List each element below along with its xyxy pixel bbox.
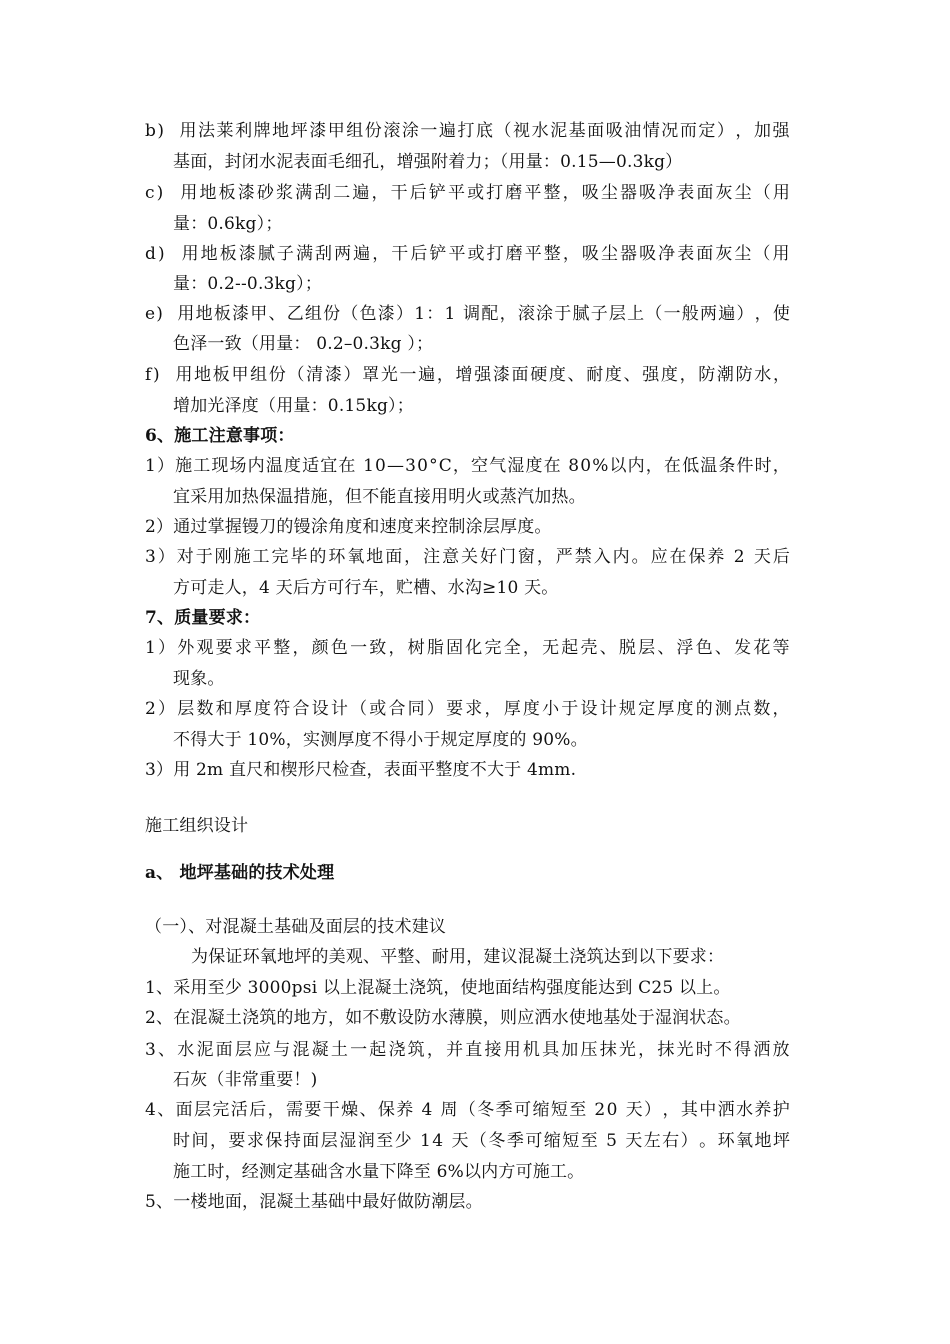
quality-2-line-1: 2 ） 层 数 和 厚 度 符 合 设 计 （ 或 合 同 ） 要 求 ， 厚 度 小 于 设 计 规 定 厚 度 的 测 点 数 ， [145,699,790,719]
quality-3: 3）用 2m 直尺和楔形尺检查，表面平整度不大于 4mm. [145,760,577,780]
item-c-line-2: 量：0.6kg）； [173,214,283,234]
note-3-line-1: 3 ） 对 于 刚 施 工 完 毕 的 环 氧 地 面 ， 注 意 关 好 门 窗 ， 严 禁 入 内 。 应 在 保 养 2 天 后 [145,547,790,567]
item-c-line-1: c ) 用 地 板 漆 砂 浆 满 刮 二 遍 ， 干 后 铲 平 或 打 磨 平 整 ， 吸 尘 器 吸 净 表 面 灰 尘 （ 用 [145,183,790,203]
quality-1-line-1: 1 ） 外 观 要 求 平 整 ， 颜 色 一 致 ， 树 脂 固 化 完 全 ， 无 起 壳 、 脱 层 、 浮 色 、 发 花 等 [145,638,790,658]
item-e-line-1: e ) 用 地 板 漆 甲 、 乙 组 份 （ 色 漆 ） 1 ： 1 调 配 ， 滚 涂 于 腻 子 层 上 （ 一 般 两 遍 ） ， 使 [145,304,790,324]
req-5: 5、一楼地面，混凝土基础中最好做防潮层。 [145,1192,483,1212]
req-4-line-1: 4 、 面 层 完 活 后 ， 需 要 干 燥 、 保 养 4 周 （ 冬 季 可 缩 短 至 2 0 天 ） ， 其 中 洒 水 养 护 [145,1100,790,1120]
section-heading-6: 6、施工注意事项： [145,426,295,446]
req-4-line-2: 时 间 ， 要 求 保 持 面 层 湿 润 至 少 1 4 天 （ 冬 季 可 缩 短 至 5 天 左 右 ） 。 环 氧 地 坪 [173,1131,790,1151]
quality-1-line-2: 现象。 [173,669,225,689]
item-b-line-1: b ) 用 法 莱 利 牌 地 坪 漆 甲 组 份 滚 涂 一 遍 打 底 （ 视 水 泥 基 面 吸 油 情 况 而 定 ） ， 加 强 [145,121,790,141]
construction-design-title: 施工组织设计 [145,816,249,836]
item-b-line-2: 基面，封闭水泥表面毛细孔，增强附着力；（用量：0.15—0.3kg） [173,152,683,172]
item-d-line-2: 量：0.2--0.3kg）； [173,274,323,294]
item-e-line-2: 色泽一致（用量： 0.2–0.3kg ）； [173,334,434,354]
quality-2-line-2: 不得大于 10%，实测厚度不得小于规定厚度的 90%。 [173,730,588,750]
note-1-line-2: 宜采用加热保温措施，但不能直接用明火或蒸汽加热。 [173,487,586,507]
req-3-line-1: 3 、 水 泥 面 层 应 与 混 凝 土 一 起 浇 筑 ， 并 直 接 用 机 具 加 压 抹 光 ， 抹 光 时 不 得 洒 放 [145,1040,790,1060]
intro-paragraph: 为保证环氧地坪的美观、平整、耐用，建议混凝土浇筑达到以下要求： [191,947,725,967]
note-3-line-2: 方可走人，4 天后方可行车，贮槽、水沟≥10 天。 [173,578,559,598]
req-1: 1、采用至少 3000psi 以上混凝土浇筑，使地面结构强度能达到 C25 以上。 [145,978,731,998]
item-f-line-1: f ) 用 地 板 甲 组 份 （ 清 漆 ） 罩 光 一 遍 ， 增 强 漆 面 硬 度 、 耐 度 、 强 度 ， 防 潮 防 水 ， [145,365,790,385]
note-2: 2）通过掌握镘刀的镘涂角度和速度来控制涂层厚度。 [145,517,552,537]
req-4-line-3: 施工时，经测定基础含水量下降至 6%以内方可施工。 [173,1162,585,1182]
item-d-line-1: d ) 用 地 板 漆 腻 子 满 刮 两 遍 ， 干 后 铲 平 或 打 磨 平 整 ， 吸 尘 器 吸 净 表 面 灰 尘 （ 用 [145,244,790,264]
section-heading-7: 7、质量要求： [145,608,261,628]
req-3-line-2: 石灰（非常重要！) [173,1070,318,1090]
item-f-line-2: 增加光泽度（用量：0.15kg）； [173,396,414,416]
subsection-1-title: （一）、对混凝土基础及面层的技术建议 [145,917,447,937]
note-1-line-1: 1 ） 施 工 现 场 内 温 度 适 宜 在 1 0 — 3 0 ° C ， 空 气 湿 度 在 8 0 % 以 内 ， 在 低 温 条 件 时 ， [145,456,790,476]
req-2: 2、在混凝土浇筑的地方，如不敷设防水薄膜，则应洒水使地基处于湿润状态。 [145,1008,741,1028]
subsection-a-title: a、 地坪基础的技术处理 [145,863,335,883]
